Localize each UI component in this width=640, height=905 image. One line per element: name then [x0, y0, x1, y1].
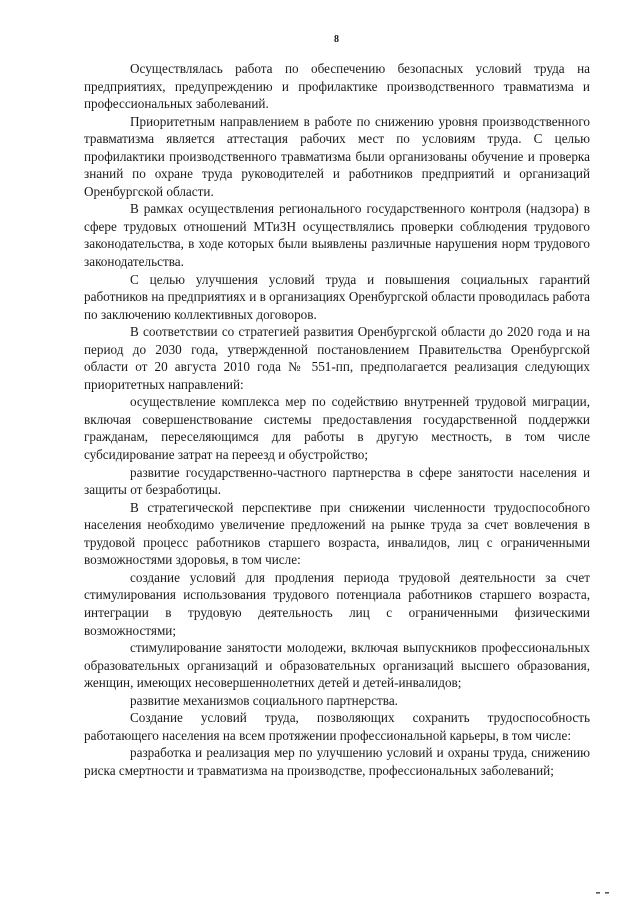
paragraph-collective-agreements: С целью улучшения условий труда и повышения социальных гарантий работников на предприятиях и в организациях Оренбургской области проводилась работа по заключению коллективных договоров.: [84, 271, 590, 322]
paragraph-public-private-partnership: развитие государственно-частного партнерства в сфере занятости населения и защиты от безработицы.: [84, 464, 590, 498]
paragraph-strategic-perspective: В стратегической перспективе при снижении численности трудоспособного населения необходимо увеличение предложений на рынке труда за счет вовлечения в трудовой процесс работников старшего возраста, инвалидов, лиц с ограниченными возможностями здоровья, в том числе:: [84, 499, 590, 568]
paragraph-safety-measures: разработка и реализация мер по улучшению условий и охраны труда, снижению риска смертности и травматизма на производстве, профессиональных заболеваний;: [84, 745, 590, 778]
paragraph-labor-safety: Осуществлялась работа по обеспечению безопасных условий труда на предприятиях, предупреждению и профилактике производственного травматизма и профессиональных заболеваний.: [84, 61, 590, 112]
paragraph-workplace-certification: Приоритетным направлением в работе по снижению уровня производственного травматизма является аттестация рабочих мест по условиям труда. С целью профилактики производственного травматизма были организованы обучение и проверка знаний по охране труда руководителей и работников предприятий и организаций Оренбургской области.: [84, 113, 590, 199]
document-body: [84, 60, 590, 779]
paragraph-working-conditions: Создание условий труда, позволяющих сохранить трудоспособность работающего населения на всем протяжении профессиональной карьеры, в том числе:: [84, 710, 590, 743]
page-number: 8: [334, 34, 339, 45]
paragraph-youth-employment: стимулирование занятости молодежи, включая выпускников профессиональных образовательных организаций и образовательных организаций высшего образования, женщин, имеющих несовершеннолетних детей и детей-инвалидов;: [84, 640, 590, 691]
paragraph-social-partnership: развитие механизмов социального партнерства.: [130, 692, 398, 708]
paragraph-state-control: В рамках осуществления регионального государственного контроля (надзора) в сфере трудовых отношений МТиЗН осуществлялись проверки соблюдения трудового законодательства, в ходе которых были выявлены различные нарушения норм трудового законодательства.: [84, 201, 590, 270]
paragraph-development-strategy: В соответствии со стратегией развития Оренбургской области до 2020 года и на период до 2030 года, утвержденной постановлением Правительства Оренбургской области от 20 августа 2010 года № 551-пп, предполагается реализация следующих приоритетных направлений:: [84, 324, 590, 392]
paragraph-extending-work-period: создание условий для продления периода трудовой деятельности за счет стимулирования использования трудового потенциала работников старшего возраста, интеграции в трудовую деятельность лиц с ограниченными физическими возможностями;: [84, 569, 590, 638]
paragraph-labor-migration: осуществление комплекса мер по содействию внутренней трудовой миграции, включая совершенствование системы предоставления государственной поддержки гражданам, переселяющимся для работы в другую местность, в том числе субсидирование затрат на переезд и обустройство;: [84, 394, 590, 463]
scan-artifact-marks: [596, 891, 616, 895]
